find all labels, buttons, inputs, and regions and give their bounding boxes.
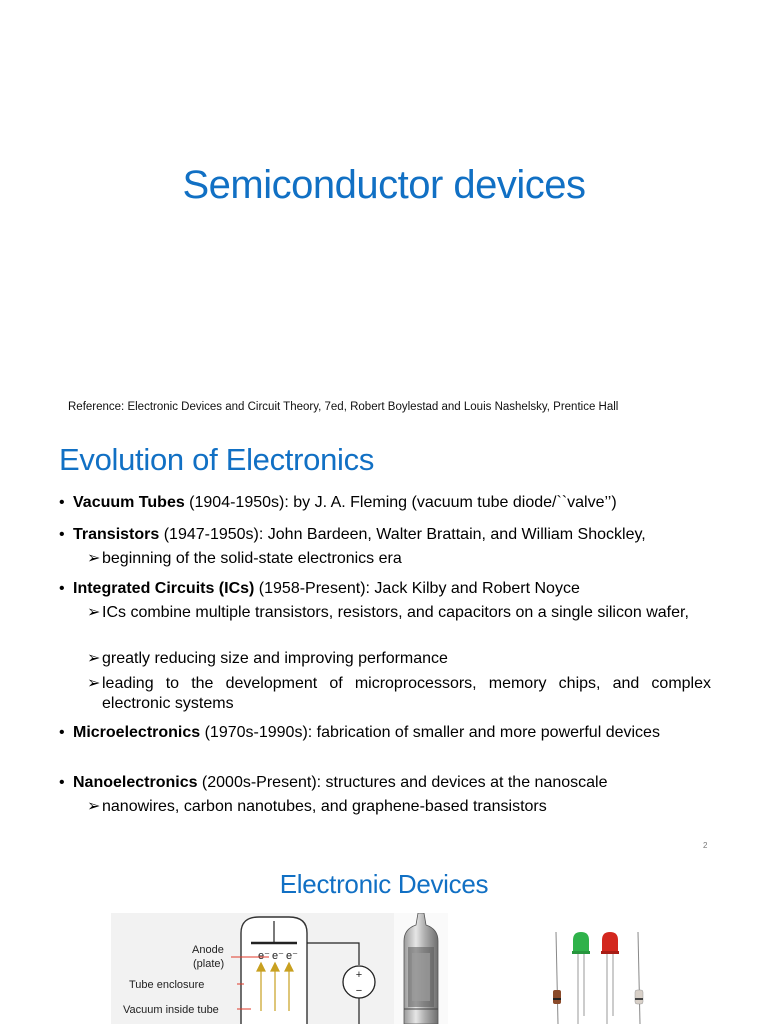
slide-devices-heading: Electronic Devices bbox=[279, 869, 489, 899]
electron-label-3: e⁻ bbox=[286, 950, 298, 962]
page-number: 2 bbox=[703, 841, 708, 850]
slide-title bbox=[0, 0, 768, 432]
bullet-term: Transistors bbox=[73, 526, 160, 543]
sub-bullet-nanowires bbox=[87, 797, 711, 817]
bullet-marker: • bbox=[59, 774, 65, 791]
plate-label: (plate) bbox=[193, 958, 225, 970]
bullet-nanoelectronics bbox=[59, 773, 711, 793]
bullet-term: Nanoelectronics bbox=[73, 774, 198, 791]
bullet-text: (1947-1950s): John Bardeen, Walter Brattain, and William Shockley, bbox=[159, 526, 646, 543]
vacuum-label: Vacuum inside tube bbox=[123, 1004, 219, 1016]
arrow-bullet-icon: ➢ bbox=[87, 798, 101, 815]
reference-text: Reference: Electronic Devices and Circuit Theory, 7ed, Robert Boylestad and Louis Nashelsky, Prentice Hall bbox=[68, 401, 619, 413]
led-green bbox=[572, 932, 590, 1024]
bullet-term: Vacuum Tubes bbox=[73, 494, 185, 511]
sub-bullet-text: ICs combine multiple transistors, resistors, and capacitors on a single silicon wafer, bbox=[102, 604, 689, 621]
electron-label-2: e⁻ bbox=[272, 950, 284, 962]
slide-evolution-heading: Evolution of Electronics bbox=[59, 442, 375, 477]
bullet-vacuum-tubes bbox=[59, 493, 711, 513]
slide-electronic-devices bbox=[0, 852, 768, 1024]
tube-enclosure-label: Tube enclosure bbox=[129, 979, 205, 991]
sub-bullet-text: beginning of the solid-state electronics era bbox=[102, 550, 402, 567]
slide-title-heading: Semiconductor devices bbox=[182, 163, 586, 207]
bullet-text: (1958-Present): Jack Kilby and Robert Noyce bbox=[254, 580, 580, 597]
arrow-bullet-icon: ➢ bbox=[87, 675, 101, 692]
arrow-bullet-icon: ➢ bbox=[87, 550, 101, 567]
vacuum-tube-photo bbox=[394, 913, 448, 1024]
battery-plus: + bbox=[355, 969, 363, 981]
bullet-integrated-circuits bbox=[59, 579, 711, 599]
sub-bullet-reducing-size bbox=[87, 649, 711, 669]
sub-bullet-microprocessors bbox=[87, 674, 711, 714]
slide-evolution bbox=[0, 432, 768, 852]
bullet-marker: • bbox=[59, 526, 65, 543]
vacuum-tube-diagram bbox=[111, 913, 394, 1024]
diode-left bbox=[553, 932, 561, 1024]
sub-bullet-solid-state bbox=[87, 549, 711, 569]
bullet-marker: • bbox=[59, 724, 65, 741]
bullet-text: (1904-1950s): by J. A. Fleming (vacuum tube diode/``valve’’) bbox=[184, 494, 617, 511]
arrow-bullet-icon: ➢ bbox=[87, 650, 101, 667]
bullet-marker: • bbox=[59, 580, 65, 597]
anode-label: Anode bbox=[192, 944, 224, 956]
battery-minus: − bbox=[355, 985, 363, 997]
led-diode-photo bbox=[542, 932, 652, 1024]
sub-bullet-ics-combine bbox=[87, 603, 711, 623]
sub-bullet-text: greatly reducing size and improving performance bbox=[102, 650, 448, 667]
led-red bbox=[601, 932, 619, 1024]
bullet-text: (2000s-Present): structures and devices at the nanoscale bbox=[197, 774, 608, 791]
electron-label-1: e⁻ bbox=[258, 950, 270, 962]
bullet-microelectronics bbox=[59, 723, 711, 743]
sub-bullet-text: leading to the development of microprocessors, memory chips, and complex electronic systems bbox=[102, 675, 711, 712]
bullet-transistors bbox=[59, 525, 711, 545]
arrow-bullet-icon: ➢ bbox=[87, 604, 101, 621]
bullet-text: (1970s-1990s): fabrication of smaller and more powerful devices bbox=[200, 724, 660, 741]
diode-right bbox=[635, 932, 643, 1024]
sub-bullet-text: nanowires, carbon nanotubes, and graphene-based transistors bbox=[102, 798, 547, 815]
bullet-term: Integrated Circuits (ICs) bbox=[73, 580, 255, 597]
bullet-marker: • bbox=[59, 494, 65, 511]
bullet-term: Microelectronics bbox=[73, 724, 201, 741]
